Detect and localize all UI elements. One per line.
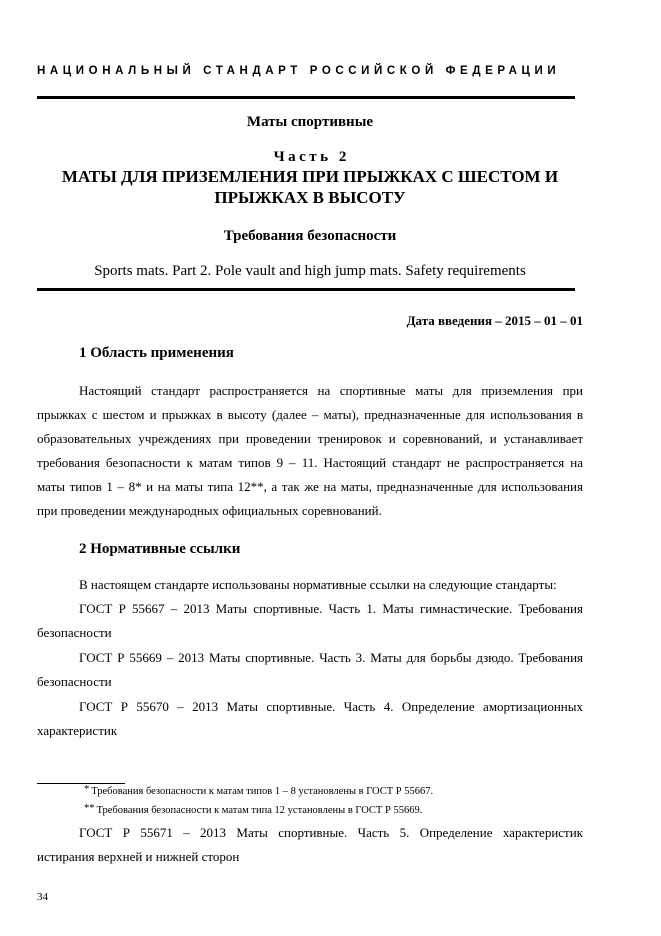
footnote-marker: ** — [84, 803, 95, 814]
reference-item-continued — [37, 821, 583, 869]
reference-line: ГОСТ Р 55669 – 2013 Маты спортивные. Часть 3. Маты для борьбы дзюдо. Требования — [79, 650, 583, 665]
paragraph-line: требования безопасности к матам типов 9 – 11. Настоящий стандарт не распространяется на — [37, 455, 583, 470]
english-title: Sports mats. Part 2. Pole vault and high jump mats. Safety requirements — [94, 263, 526, 279]
reference-line: безопасности — [37, 625, 112, 640]
paragraph-line: при проведении международных официальных соревнований. — [37, 503, 382, 518]
document-title-line: ПРЫЖКАХ В ВЫСОТУ — [214, 188, 406, 207]
footnote — [84, 804, 604, 817]
reference-line: ГОСТ Р 55667 – 2013 Маты спортивные. Часть 1. Маты гимнастические. Требования — [79, 601, 583, 616]
document-title-line: МАТЫ ДЛЯ ПРИЗЕМЛЕНИЯ ПРИ ПРЫЖКАХ С ШЕСТОМ И — [61, 167, 559, 186]
section-heading-references: 2 Нормативные ссылки — [79, 541, 241, 557]
page-number: 34 — [37, 891, 48, 903]
footnote — [84, 785, 604, 798]
scope-paragraph — [37, 379, 583, 523]
reference-line: ГОСТ Р 55670 – 2013 Маты спортивные. Часть 4. Определение амортизационных — [79, 699, 583, 714]
section-heading-scope: 1 Область применения — [79, 345, 234, 361]
reference-line: характеристик — [37, 723, 118, 738]
reference-item — [37, 695, 583, 743]
reference-line: ГОСТ Р 55671 – 2013 Маты спортивные. Часть 5. Определение характеристик — [79, 825, 583, 840]
document-part: Часть 2 — [273, 149, 350, 165]
document-title — [37, 166, 583, 208]
standard-header: НАЦИОНАЛЬНЫЙ СТАНДАРТ РОССИЙСКОЙ ФЕДЕРАЦИИ — [37, 65, 561, 77]
reference-line: истирания верхней и нижней сторон — [37, 849, 240, 864]
reference-item — [37, 646, 583, 694]
paragraph-line: Настоящий стандарт распространяется на спортивные маты для приземления при — [79, 383, 583, 398]
paragraph-line: образовательных учреждениях при проведении тренировок и соревнований, и устанавливает — [37, 431, 583, 446]
reference-line: безопасности — [37, 674, 112, 689]
footnote-separator — [37, 783, 125, 784]
reference-item — [37, 597, 583, 645]
paragraph-line: маты типов 1 – 8* и на маты типа 12**, а так же на маты, предназначенные для использования — [37, 479, 583, 494]
references-intro: В настоящем стандарте использованы нормативные ссылки на следующие стандарты: — [79, 577, 557, 592]
title-rule — [37, 288, 575, 291]
references-list — [37, 573, 583, 743]
footnote-marker: * — [84, 784, 90, 795]
paragraph-line: прыжках с шестом и прыжках в высоту (далее – маты), предназначенные для использования в — [37, 407, 583, 422]
document-subtitle: Требования безопасности — [223, 228, 397, 244]
footnote-text: Требования безопасности к матам типа 12 установлены в ГОСТ Р 55669. — [96, 805, 423, 816]
effective-date: Дата введения – 2015 – 01 – 01 — [406, 313, 583, 328]
footnote-text: Требования безопасности к матам типов 1 – 8 установлены в ГОСТ Р 55667. — [91, 786, 434, 797]
document-subject: Маты спортивные — [246, 114, 374, 130]
header-rule — [37, 96, 575, 99]
